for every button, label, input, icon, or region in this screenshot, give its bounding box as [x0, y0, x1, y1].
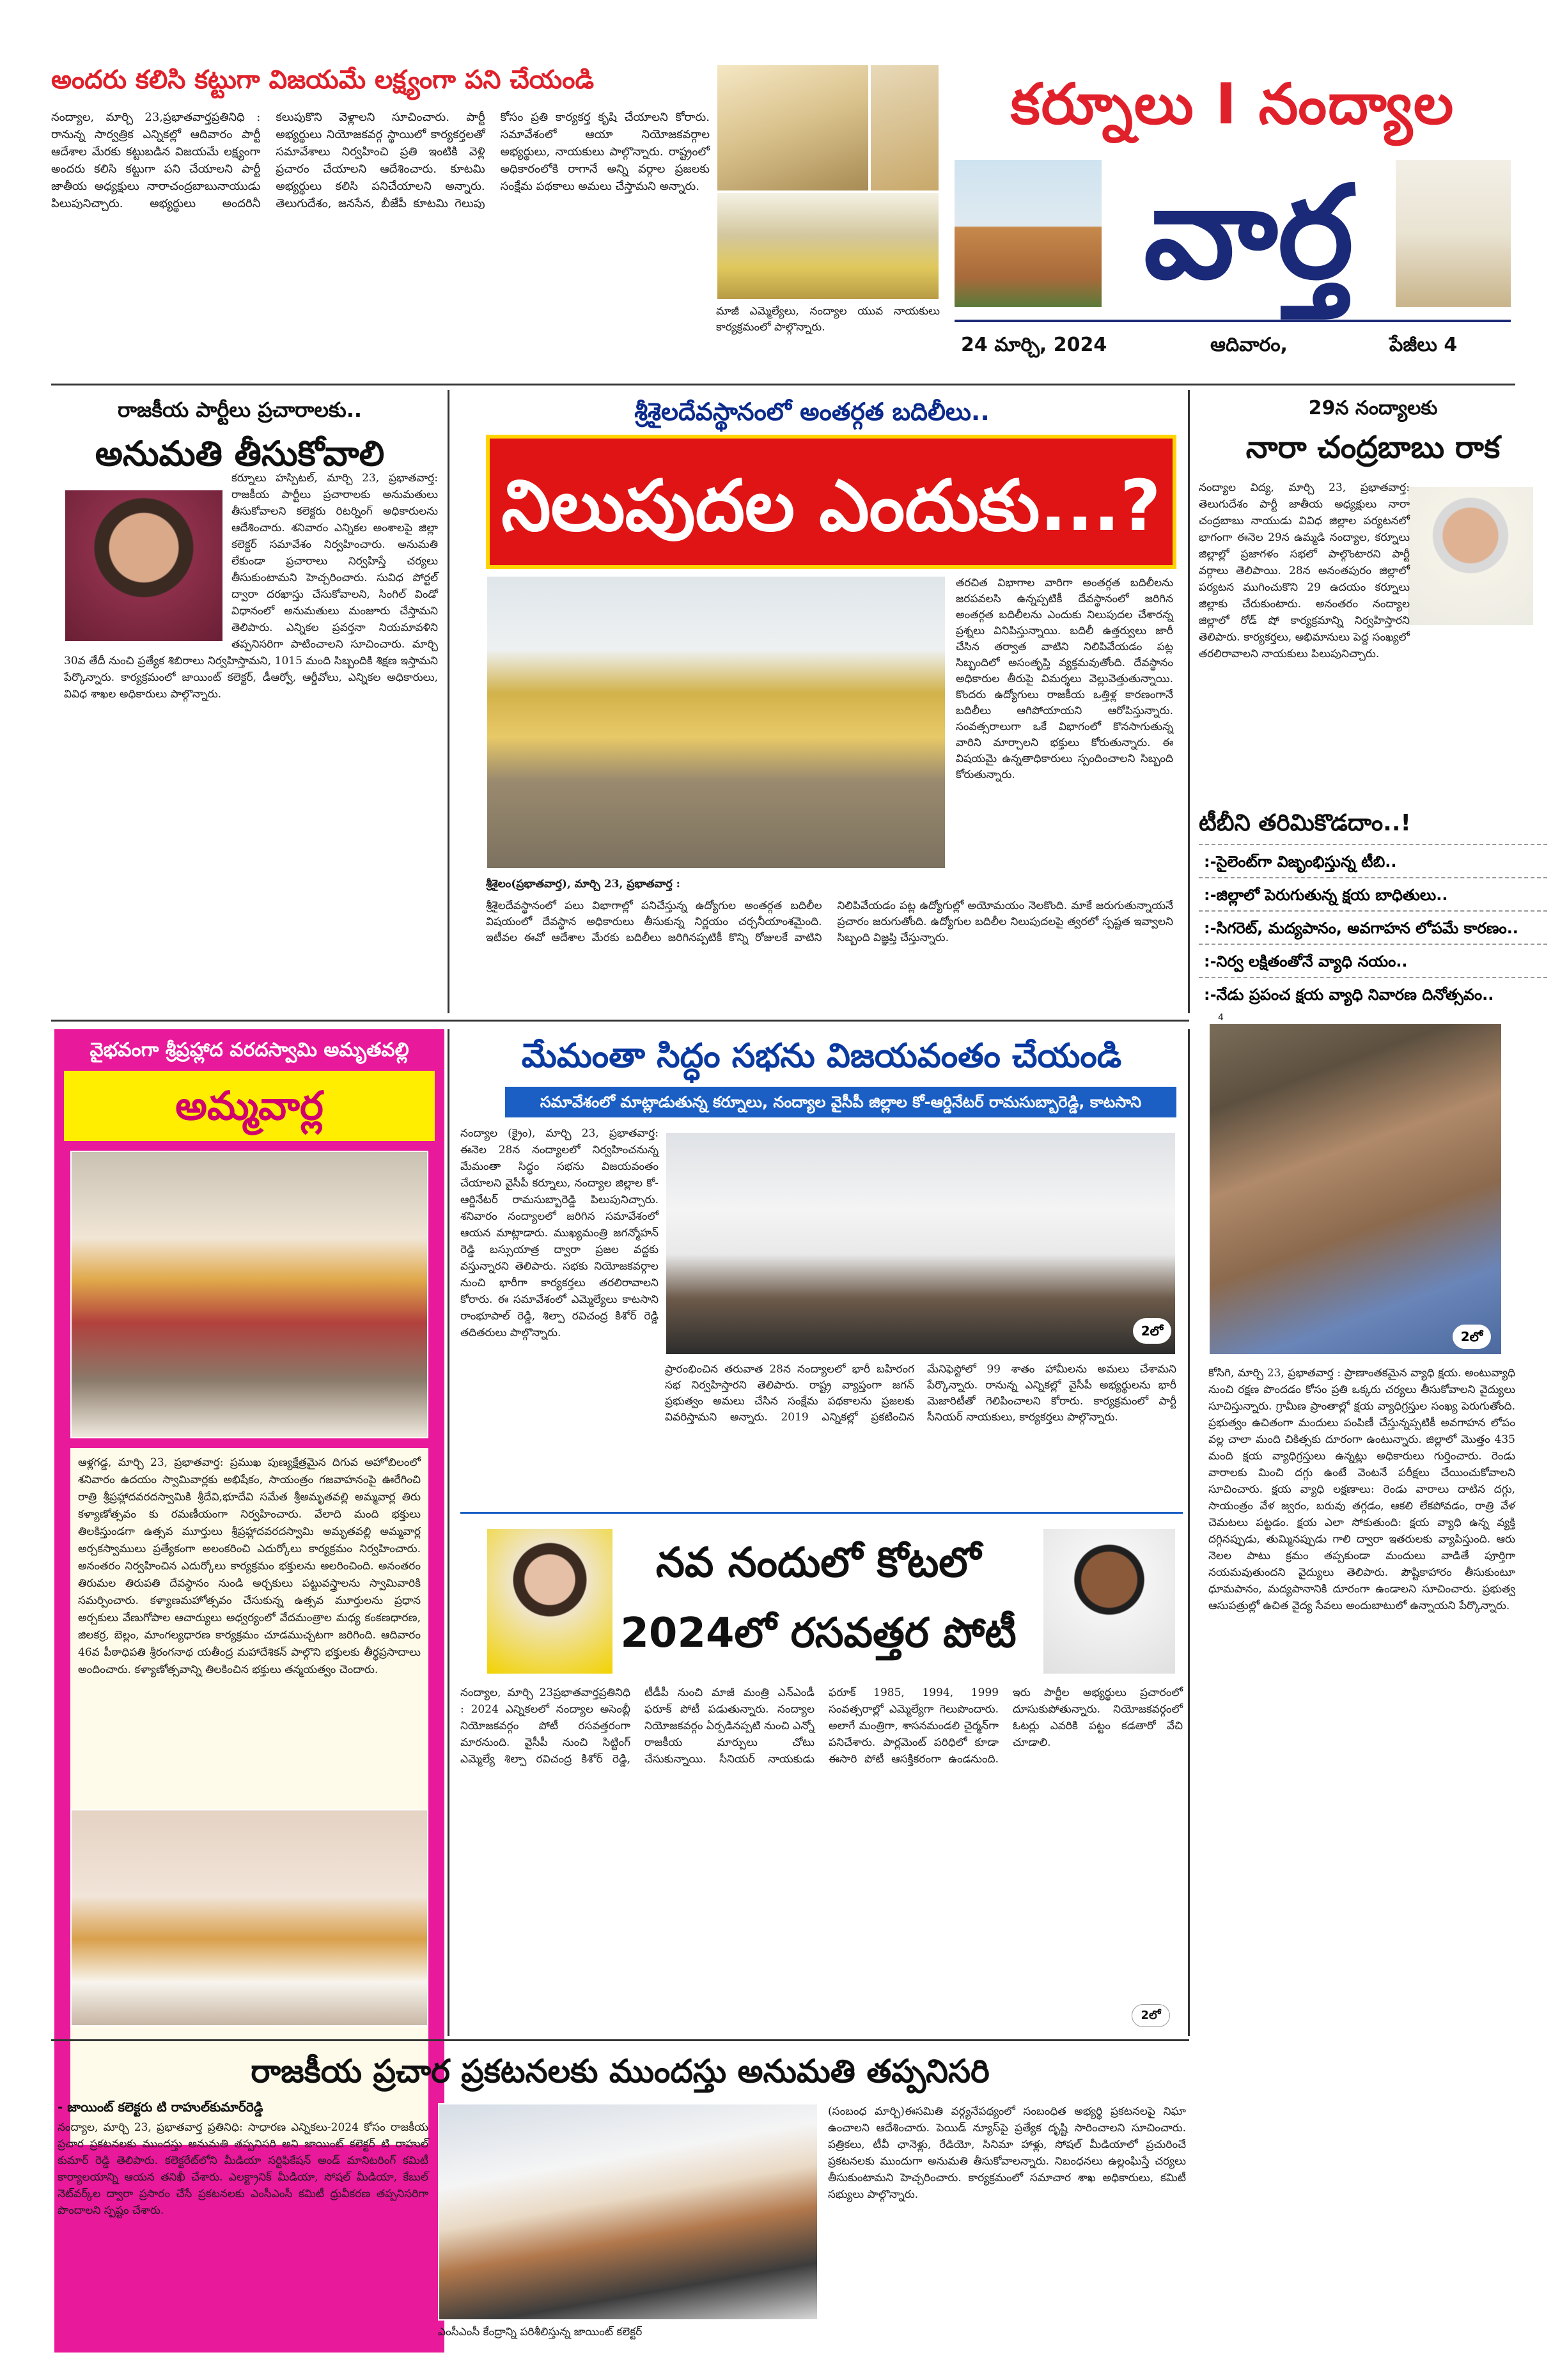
masthead-divider: [955, 320, 1511, 322]
memantha-photo-tag: 2లో: [1133, 1318, 1171, 1344]
srisailam-photo-caption: శ్రీశైలం(ప్రభాతవార్త), మార్చి 23, ప్రభాతవార్త :: [486, 878, 680, 891]
kalyanam-body: ఆళ్లగడ్డ, మార్చి 23, ప్రభాతవార్త: ప్రముఖ పుణ్యక్షేత్రమైన దిగువ అహోబిలంలో శనివారం ఉదయం స్వామివార్లకు అభిషేకం, సాయంత్రం గజవాహనంపై ఊరేగించి రాత్రి శ్రీప్రహ్లాదవరదస్వామికి శ్రీదేవి,భూదేవి సమేత శ్రీఅమృతవల్లి అమ్మవార్ల తిరు కళ్యాణోత్సవం కు రమణీయంగా నిర్వహించారు. వేలాది మంది భక్తులు తిలకిస్తుండగా ఉత్సవ మూర్తులు శ్రీప్రహ్లాదవరదస్వామి అమృతవల్లి అమ్మవార్ల అర్చకస్వాములు ప్రత్యేకంగా అలంకరించి ఎదుర్కోలు కార్యక్రమం నిర్వహించారు. అనంతరం నిర్వహించిన ఎదుర్కోలు కార్యక్రమం భక్తులను అలరించింది. అనంతరం తిరుమల తిరుపతి దేవస్థానం నుండి అర్చకులు పట్టువస్త్రాలను స్వామివారికి సమర్పించారు. కళ్యాణమహోత్సవం చేసుకున్న ఉత్సవ మూర్తులను ప్రధాన అర్చకులు వేణుగోపాల ఆచార్యులు అధ్వర్యంలో వేదమంత్రాల మధ్య కంకణధారణ, జిలకర్ర, బెల్లం, మాంగల్యధారణ కార్యక్రమం చూడముచ్చటగా జరిగింది. ఆదివారం 46వ పీఠాధిపతి శ్రీరంగనాథ యతీంద్ర మహాదేశికన్ పాల్గొని భక్తులకు తీర్థప్రసాదాలు అందించారు. కళ్యాణోత్సవాన్ని తిలకించిన భక్తులు తన్మయత్వం చెందారు.: [70, 1448, 428, 2145]
nandulo-headline-1: నవ నందులో కోటలో: [655, 1539, 981, 1587]
divider-col-1: [448, 390, 449, 1013]
divider-memantha: [460, 1512, 1183, 1514]
srisailam-body-bottom: శ్రీశైలదేవస్థానంలో పలు విభాగాల్లో పనిచేస్తున్న ఉద్యోగుల అంతర్గత బదిలీల విషయంలో దేవస్థాన అధికారులు తీసుకున్న నిర్ణయం చర్చనీయాంశమైంది. ఇటీవల ఈవో ఆదేశాల మేరకు బదిలీలు జరిగినప్పటికీ కొన్ని రోజులకే వాటిని నిలిపివేయడం పట్ల ఉద్యోగుల్లో అయోమయం నెలకొంది. మాకే జరుగుతున్నాయనే ప్రచారం జరుగుతోంది. ఉద్యోగుల బదిలీల నిలుపుదలపై త్వరలో స్పష్టత ఇవ్వాలని సిబ్బంది విజ్ఞప్తి చేస్తున్నారు.: [486, 899, 1173, 944]
masthead-fort-image: [955, 160, 1102, 307]
tb-photo-tag: 2లో: [1453, 1325, 1491, 1349]
divider-col-2: [1188, 390, 1190, 1013]
nandulo-body: నంద్యాల, మార్చి 23ప్రభాతవార్తప్రతినిధి : 2024 ఎన్నికలలో నంద్యాల అసెంబ్లీ నియోజకవర్గం పోటీ రసవత్తరంగా మారనుంది. వైసీపీ నుంచి సిట్టింగ్ ఎమ్మెల్యే శిల్పా రవిచంద్ర కిశోర్ రెడ్డి, టీడీపీ నుంచి మాజీ మంత్రి ఎన్ఎండీ ఫరూక్ పోటీ పడుతున్నారు. నంద్యాల నియోజకవర్గం ఏర్పడినప్పటి నుంచి ఎన్నో రాజకీయ మార్పులు చోటు చేసుకున్నాయి. సీనియర్ నాయకుడు ఫరూక్ 1985, 1994, 1999 సంవత్సరాల్లో ఎమ్మెల్యేగా గెలుపొందారు. అలాగే మంత్రిగా, శాసనమండలి చైర్మన్‌గా పనిచేశారు. పార్లమెంట్ పరిధిలో కూడా ఈసారి పోటీ ఆసక్తికరంగా ఉండనుంది. ఇరు పార్టీల అభ్యర్థులు ప్రచారంలో దూసుకుపోతున్నారు. నియోజకవర్గంలో ఓటర్లు ఎవరికి పట్టం కడతారో వేచి చూడాలి.: [460, 1686, 1183, 1766]
permission-body-text: కర్నూలు హస్పిటల్, మార్చి 23, ప్రభాతవార్త: రాజకీయ పార్టీలు ప్రచారాలకు అనుమతులు తీసుకోవాలని కలెక్టరు రిటర్నింగ్ అధికారులను ఆదేశించారు. శనివారం ఎన్నికల అంశాలపై జిల్లా కలెక్టర్ సమావేశం నిర్వహించారు. అనుమతి లేకుండా ప్రచారాలు నిర్వహిస్తే చర్యలు తీసుకుంటామని హెచ్చరించారు. సువిధ పోర్టల్ ద్వారా దరఖాస్తు చేసుకోవాలని, సింగిల్ విండో విధానంలో అనుమతులు మంజూరు చేస్తామని తెలిపారు. ఎన్నికల ప్రవర్తనా నియమావళిని తప్పనిసరిగా పాటించాలని సూచించారు. మార్చి 30వ తేదీ నుంచి ప్రత్యేక శిబిరాలు నిర్వహిస్తామని, 1015 మంది సిబ్బందికి శిక్షణ ఇస్తామని పేర్కొన్నారు. కార్యక్రమంలో జాయింట్ కలెక్టర్, డీఆర్వో, ఆర్డీవోలు, ఎన్నికల అధికారులు, వివిధ శాఖల అధికారులు పాల్గొన్నారు.: [64, 472, 438, 701]
top-story-body: నంద్యాల, మార్చి 23,ప్రభాతవార్తప్రతినిధి : రానున్న సార్వత్రిక ఎన్నికల్లో ఆదివారం పార్టీ ఆదేశాల మేరకు కట్టుబడిన విజయమే లక్ష్యంగా అందరు కలిసి కట్టుగా పని చేయాలని పార్టీ జాతీయ అధ్యక్షులు నారాచంద్రబాబునాయుడు పిలుపునిచ్చారు. అభ్యర్థులు అందరినీ కలుపుకొని వెళ్లాలని సూచించారు. పార్టీ అభ్యర్థులు నియోజకవర్గ స్థాయిలో కార్యకర్తలతో సమావేశాలు నిర్వహించి ప్రతి ఇంటికి వెళ్లి ప్రచారం చేయాలని ఆదేశించారు. కూటమి అభ్యర్థులు కలిసి పనిచేయాలని అన్నారు. తెలుగుదేశం, జనసేన, బీజేపీ కూటమి గెలుపు కోసం ప్రతి కార్యకర్త కృషి చేయాలని కోరారు. సమావేశంలో ఆయా నియోజకవర్గాల అభ్యర్థులు, నాయకులు పాల్గొన్నారు. రాష్ట్రంలో అధికారంలోకి రాగానే అన్ని వర్గాల ప్రజలకు సంక్షేమ పథకాలు అమలు చేస్తామని అన్నారు.: [51, 111, 710, 210]
masthead-title: కర్నూలు I నంద్యాల: [1010, 71, 1455, 137]
naidu-body-text: నంద్యాల విద్య, మార్చి 23, ప్రభాతవార్త: తెలుగుదేశం పార్టీ జాతీయ అధ్యక్షులు నారా చంద్రబాబు నాయుడు వివిధ జిల్లాల పర్యటనలో భాగంగా ఈనెల 29న ఉమ్మడి నంద్యాల, కర్నూలు జిల్లాల్లో ప్రజాగళం సభలో పాల్గొంటారని పార్టీ వర్గాలు తెలిపాయి. 28న అనంతపురం జిల్లాలో పర్యటన ముగించుకొని 29 ఉదయం కర్నూలు జిల్లాకు చేరుకుంటారు. అనంతరం నంద్యాల జిల్లాలో రోడ్ షో కార్యక్రమాన్ని నిర్వహిస్తారని తెలిపారు. కార్యకర్తలు, అభిమానులు పెద్ద సంఖ్యలో తరలిరావాలని నాయకులు పిలుపునిచ్చారు.: [1199, 481, 1410, 660]
permission-kicker: రాజకీయ పార్టీలు ప్రచారాలకు..: [117, 398, 363, 422]
tb-body: కోసిగి, మార్చి 23, ప్రభాతవార్త : ప్రాణాంతకమైన వ్యాధి క్షయ. అంటువ్యాధి నుంచి రక్షణ పొందడం కోసం ప్రతి ఒక్కరు చర్యలు తీసుకోవాలని వైద్యులు సూచిస్తున్నారు. గ్రామీణ ప్రాంతాల్లో క్షయ వ్యాధిగ్రస్తుల సంఖ్య పెరుగుతోంది. ప్రభుత్వం ఉచితంగా మందులు పంపిణీ చేస్తున్నప్పటికీ అవగాహన లోపం వల్ల చాలా మంది చికిత్సకు దూరంగా ఉంటున్నారు. జిల్లాలో మొత్తం 435 మంది క్షయ వ్యాధిగ్రస్తులు ఉన్నట్లు అధికారులు గుర్తించారు. రెండు వారాలకు మించి దగ్గు ఉంటే వెంటనే పరీక్షలు చేయించుకోవాలని సూచించారు. క్షయ వ్యాధి లక్షణాలు: రెండు వారాలు దాటిన దగ్గు, సాయంత్రం వేళ జ్వరం, బరువు తగ్గడం, ఆకలి లేకపోవడం, రాత్రి వేళ చెమటలు పట్టడం. క్షయ ఎలా సోకుతుంది: క్షయ వ్యాధి ఉన్న వ్యక్తి దగ్గినప్పుడు, తుమ్మినప్పుడు గాలి ద్వారా ఇతరులకు వ్యాపిస్తుంది. ఆరు నెలల పాటు క్రమం తప్పకుండా మందులు వాడితే పూర్తిగా నయమవుతుందని వైద్యులు తెలిపారు. పౌష్టికాహారం తీసుకుంటూ ధూమపానం, మద్యపానానికి దూరంగా ఉండాలని సూచించారు. ప్రభుత్వ ఆసుపత్రుల్లో ఉచిత వైద్య సేవలు అందుబాటులో ఉన్నాయని పేర్కొన్నారు.: [1208, 1367, 1515, 1612]
kalyanam-priests-photo: [70, 1809, 428, 2026]
kalyanam-kicker: వైభవంగా శ్రీప్రహ్లాద వరదస్వామి అమృతవల్లి: [90, 1039, 409, 1061]
memantha-meeting-photo: [665, 1132, 1176, 1355]
campaign-photo: [438, 2103, 818, 2321]
top-photo-2: [870, 64, 940, 192]
masthead: [955, 58, 1511, 380]
top-photo-3: [716, 192, 940, 300]
masthead-day: ఆదివారం,: [1210, 334, 1288, 356]
top-photo-1: [716, 64, 870, 192]
tb-bullet-1: :-సైలెంట్‌గా విజృంభిస్తున్న టీబి..: [1199, 844, 1547, 877]
masthead-nandi-image: [1396, 160, 1511, 307]
masthead-page: పేజీలు 4: [1389, 334, 1458, 356]
top-story-body-continued: మాజీ ఎమ్మెల్యేలు, నంద్యాల యువ నాయకులు కార్యక్రమంలో పాల్గొన్నారు.: [716, 305, 940, 334]
memantha-headline: మేమంతా సిద్ధం సభను విజయవంతం చేయండి: [521, 1037, 1122, 1075]
nandulo-photo-tag: 2లో: [1132, 2004, 1170, 2027]
naidu-kicker: 29న నంద్యాలకు: [1308, 397, 1438, 419]
tb-bullet-3: :-సిగరెట్, మద్యపానం, అవగాహన లోపమే కారణం..: [1199, 910, 1547, 944]
candidate-photo-2: [1042, 1528, 1176, 1675]
memantha-body-left: నంద్యాల (క్రైం), మార్చి 23, ప్రభాతవార్త: ఈనెల 28న నంద్యాలలో నిర్వహించనున్న మేమంతా సిద్ధం సభను విజయవంతం చేయాలని వైసీపీ కర్నూలు, నంద్యాల జిల్లాల కో-ఆర్డినేటర్ రామసుబ్బారెడ్డి పిలుపునిచ్చారు. శనివారం నంద్యాలలో జరిగిన సమావేశంలో ఆయన మాట్లాడారు. ముఖ్యమంత్రి జగన్మోహన్ రెడ్డి బస్సుయాత్ర ద్వారా ప్రజల వద్దకు వస్తున్నారని తెలిపారు. సభకు నియోజకవర్గాల నుంచి భారీగా కార్యకర్తలు తరలిరావాలని కోరారు. ఈ సమావేశంలో ఎమ్మెల్యేలు కాటసాని రాంభూపాల్ రెడ్డి, శిల్పా రవిచంద్ర కిశోర్ రెడ్డి తదితరులు పాల్గొన్నారు.: [460, 1127, 659, 1339]
tb-bullet-4: :-నిర్వ లక్షితంతోనే వ్యాధి నయం..: [1199, 944, 1547, 977]
memantha-body-right: ప్రారంభించిన తరువాత 28న నంద్యాలలో భారీ బహిరంగ సభ నిర్వహిస్తారని తెలిపారు. రాష్ట్ర వ్యాప్తంగా జగన్ ప్రభుత్వం అమలు చేసిన సంక్షేమ పథకాలను ప్రజలకు వివరిస్తామని అన్నారు. 2019 ఎన్నికల్లో ప్రకటించిన మేనిఫెస్టోలో 99 శాతం హామీలను అమలు చేశామని పేర్కొన్నారు. రానున్న ఎన్నికల్లో వైసీపీ అభ్యర్థులను భారీ మెజారిటీతో గెలిపించాలని కోరారు. కార్యక్రమంలో పార్టీ సీనియర్ నాయకులు, కార్యకర్తలు పాల్గొన్నారు.: [665, 1363, 1176, 1424]
candidate-photo-1: [486, 1528, 614, 1675]
tb-sub-headline: టీబీని తరిమికొడదాం..!: [1199, 810, 1411, 836]
naidu-headline: నారా చంద్రబాబు రాక: [1245, 430, 1501, 465]
permission-body: [64, 470, 438, 1032]
kalyanam-procession-photo: [70, 1151, 428, 1438]
tb-patient-photo: [1208, 1023, 1502, 1355]
masthead-date: 24 మార్చి, 2024: [961, 334, 1107, 356]
memantha-sub: సమావేశంలో మాట్లాడుతున్న కర్నూలు, నంద్యాల వైసీపీ జిల్లాల కో-ఆర్డినేటర్ రామసుబ్బారెడ్డి, కాటసాని: [505, 1087, 1176, 1117]
tb-bullet-2: :-జిల్లాలో పెరుగుతున్న క్షయ బాధితులు..: [1199, 877, 1547, 910]
srisailam-body-right: తరచిత విభాగాల వారిగా అంతర్గత బదిలీలను జరపవలసి ఉన్నప్పటికీ దేవస్థానంలో జరిగిన అంతర్గత బదిలీలను ఎందుకు నిలుపుదల చేశారన్న ప్రశ్నలు వినిపిస్తున్నాయి. బదిలీ ఉత్తర్వులు జారీ చేసిన తర్వాత వాటిని నిలిపివేయడం పట్ల సిబ్బందిలో అసంతృప్తి వ్యక్తమవుతోంది. దేవస్థానం అధికారుల తీరుపై విమర్శలు వెల్లువెత్తుతున్నాయి. కొందరు ఉద్యోగులు రాజకీయ ఒత్తిళ్ల కారణంగానే బదిలీలు ఆగిపోయాయని ఆరోపిస్తున్నారు. సంవత్సరాలుగా ఒకే విభాగంలో కొనసాగుతున్న వారిని మార్చాలని భక్తులు కోరుతున్నారు. ఈ విషయమై ఉన్నతాధికారులు స్పందించాలని సిబ్బంది కోరుతున్నారు.: [956, 577, 1173, 781]
divider-bottom: [51, 2039, 1189, 2041]
campaign-byline: - జాయింట్ కలెక్టరు టి రాహుల్‌కుమార్‌రెడ్డి: [58, 2099, 263, 2115]
nandulo-headline-2: 2024లో రసవత్తర పోటీ: [620, 1610, 1017, 1657]
naidu-page-num: 4: [1218, 1013, 1224, 1023]
kalyanam-headline: అమ్మవార్ల: [64, 1071, 435, 1141]
divider-col-4: [1188, 1029, 1190, 2036]
srisailam-kicker: శ్రీశైలదేవస్థానంలో అంతర్గత బదిలీలు..: [634, 398, 990, 426]
campaign-body-left: నంద్యాల, మార్చి 23, ప్రభాతవార్త ప్రతినిధి: సాధారణ ఎన్నికలు-2024 కోసం రాజకీయ ప్రచార ప్రకటనలకు ముందస్తు అనుమతి తప్పనిసరి అని జాయింట్ కలెక్టర్ టి రాహుల్ కుమార్ రెడ్డి తెలిపారు. కలెక్టరేట్‌లోని మీడియా సర్టిఫికేషన్ అండ్ మానిటరింగ్ కమిటీ కార్యాలయాన్ని ఆయన తనిఖీ చేశారు. ఎలక్ట్రానిక్ మీడియా, సోషల్ మీడియా, కేబుల్ నెట్‌వర్క్‌ల ద్వారా ప్రసారం చేసే ప్రకటనలకు ఎంసీఎంసీ కమిటీ ధ్రువీకరణ తప్పనిసరిగా పొందాలని స్పష్టం చేశారు.: [58, 2121, 428, 2217]
tb-bullet-5: :-నేడు ప్రపంచ క్షయ వ్యాధి నివారణ దినోత్సవం..: [1199, 977, 1547, 1010]
srisailam-headline: నిలుపుదల ఎందుకు...?: [486, 435, 1176, 569]
srisailam-temple-photo: [486, 575, 946, 869]
campaign-headline: రాజకీయ ప్రచార ప్రకటనలకు ముందస్తు అనుమతి తప్పనిసరి: [251, 2053, 990, 2090]
divider-top: [51, 384, 1515, 385]
naidu-body: [1199, 479, 1547, 812]
permission-headline: అనుమతి తీసుకోవాలి: [95, 433, 385, 474]
divider-mid: [51, 1020, 1189, 1022]
campaign-photo-caption-strip: ఎంసీఎంసీ కేంద్రాన్ని పరిశీలిస్తున్న జాయింట్ కలెక్టర్: [438, 2326, 643, 2338]
campaign-body-right: (సంబంధ మార్చి)ఈసమితి వర్గ్యనేపథ్యంలో సంబంధిత అభ్యర్థి ప్రకటనలపై నిఘా ఉంచాలని ఆదేశించారు. పెయిడ్ న్యూస్‌పై ప్రత్యేక దృష్టి సారించాలని సూచించారు. పత్రికలు, టీవీ ఛానెళ్లు, రేడియో, సినిమా హాళ్లు, సోషల్ మీడియాలో ప్రచురించే ప్రకటనలకు ముందుగా అనుమతి తీసుకోవాలన్నారు. నిబంధనలు ఉల్లంఘిస్తే చర్యలు తీసుకుంటామని హెచ్చరించారు. కార్యక్రమంలో సమాచార శాఖ అధికారులు, కమిటీ సభ్యులు పాల్గొన్నారు.: [828, 2105, 1186, 2201]
top-story-headline: అందరు కలిసి కట్టుగా విజయమే లక్ష్యంగా పని చేయండి: [51, 65, 595, 95]
masthead-logo: వార్త: [1143, 159, 1354, 307]
divider-col-3: [448, 1029, 449, 2036]
